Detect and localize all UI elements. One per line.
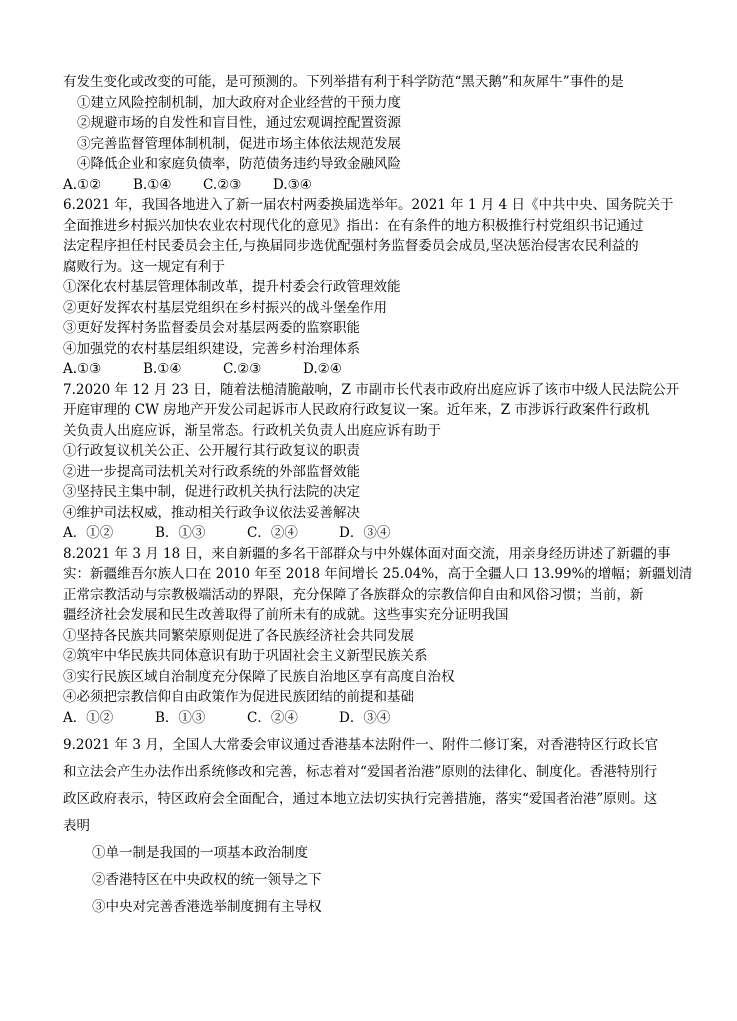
- question-7-item: ②进一步提高司法机关对行政系统的外部监督效能: [63, 463, 360, 480]
- question-8-stem-line: 疆经济社会发展和民生改善取得了前所未有的成就。这些事实充分证明我国: [63, 607, 509, 623]
- question-7-item: ③坚持民主集中制，促进行政机关执行法院的决定: [63, 484, 360, 500]
- question-6-stem-line: 腐败行为。这一规定有利于: [63, 258, 225, 275]
- question-7-item: ④维护司法权威，推动相关行政争议依法妥善解决: [63, 504, 360, 521]
- option-b: B．①③: [155, 525, 206, 541]
- option-a: A.①②: [63, 176, 102, 193]
- question-6-stem-line: 法定程序担任村民委员会主任,与换届同步选优配强村务监督委员会成员,坚决惩治侵害农民利益的: [63, 238, 639, 254]
- question-9: [63, 732, 675, 921]
- question-8-item: ①坚持各民族共同繁荣原则促进了各民族经济社会共同发展: [63, 627, 414, 644]
- question-5-item: ④降低企业和家庭负债率，防范债务违约导致金融风险: [77, 156, 401, 172]
- option-c: C.②③: [203, 176, 242, 193]
- question-9-item: ②香港特区在中央政权的统一领导之下: [92, 872, 322, 888]
- question-8-item: ④必须把宗教信仰自由政策作为促进民族团结的前提和基础: [63, 689, 414, 705]
- question-8-stem-line: 实：新疆维吾尔族人口在 2010 年至 2018 年间增长 25.04%，高于全疆人口 13.99%的增幅；新疆划清: [63, 566, 693, 582]
- question-7-stem-line: 开庭审理的 CW 房地产开发公司起诉市人民政府行政复议一案。近年来，Z 市涉诉行政案件行政机: [63, 402, 650, 418]
- question-9-item: ③中央对完善香港选举制度拥有主导权: [92, 899, 322, 915]
- option-a: A.①③: [63, 361, 102, 377]
- question-9-stem-line: 和立法会产生办法作出系统修改和完善，标志着对“爱国者治港”原则的法律化、制度化。香港特別行: [63, 764, 658, 780]
- option-d: D.②④: [303, 361, 342, 377]
- question-6-stem-line: 全面推进乡村振兴加快农业农村现代化的意见》指出：在有条件的地方积极推行村党组织书记通过: [63, 217, 644, 234]
- question-9-stem-line: 9.2021 年 3 月，全国人大常委会审议通过香港基本法附件一、附件二修订案，对香港特区行政长官: [63, 737, 659, 753]
- question-6-item: ④加强党的农村基层组织建设，完善乡村治理体系: [63, 340, 360, 357]
- question-5-options: [63, 175, 675, 196]
- question-6-item: ②更好发挥农村基层党组织在乡村振兴的战斗堡垒作用: [63, 299, 387, 316]
- question-9-stem-line: 政区政府表示，特区政府会全面配合，通过本地立法切实执行完善措施，落实“爱国者治港”原则。这: [63, 791, 658, 807]
- question-7-stem-line: 关负责人出庭应诉，渐呈常态。行政机关负责人出庭应诉有助于: [63, 422, 441, 439]
- option-c: C．②④: [247, 525, 298, 541]
- question-8-options: [63, 708, 675, 729]
- question-7: [63, 380, 680, 544]
- question-5-stem: 有发生变化或改变的可能，是可预测的。下列举措有利于科学防范“黑天鹅”和灰犀牛”事件的是: [63, 74, 624, 90]
- question-8-item: ③实行民族区域自治制度充分保障了民族自治地区享有高度自治权: [63, 668, 455, 685]
- option-b: B.①④: [133, 176, 172, 193]
- question-7-stem-line: 7.2020 年 12 月 23 日，随着法槌清脆敲响，Z 市副市长代表市政府出庭应诉了该市中级人民法院公开: [63, 381, 680, 398]
- question-5-item: ②规避市场的自发性和盲目性，通过宏观调控配置资源: [77, 115, 401, 131]
- question-8-item: ②筑牢中华民族共同体意识有助于巩固社会主义新型民族关系: [63, 648, 428, 664]
- question-7-options: [63, 523, 675, 544]
- option-d: D.③④: [273, 176, 312, 193]
- question-6-options: [63, 359, 675, 380]
- option-c: C．②④: [247, 709, 298, 726]
- question-5-item: ①建立风险控制机制，加大政府对企业经营的干预力度: [77, 94, 401, 111]
- question-7-item: ①行政复议机关公正、公开履行其行政复议的职责: [63, 443, 360, 459]
- question-6-item: ③更好发挥村务监督委员会对基层两委的监察职能: [63, 320, 360, 336]
- question-9-item: ①单一制是我国的一项基本政治制度: [92, 845, 308, 861]
- question-8-stem-line: 正常宗教活动与宗教极端活动的界限，充分保障了各族群众的宗教信仰自由和风俗习惯；当前，新: [63, 586, 644, 603]
- question-6: [63, 195, 675, 380]
- option-d: D．③④: [339, 525, 391, 541]
- option-a: A．①②: [63, 709, 114, 726]
- exam-page: [63, 72, 693, 921]
- question-9-stem-line: 表明: [63, 818, 90, 834]
- option-b: B．①③: [155, 709, 206, 726]
- option-b: B.①④: [143, 361, 182, 377]
- question-6-item: ①深化农村基层管理体制改革，提升村委会行政管理效能: [63, 279, 401, 295]
- option-d: D．③④: [339, 709, 391, 726]
- option-a: A．①②: [63, 525, 114, 541]
- question-5: [63, 72, 675, 195]
- question-8-stem-line: 8.2021 年 3 月 18 日，来自新疆的多名干部群众与中外媒体面对面交流，用亲身经历讲述了新疆的事: [63, 545, 671, 562]
- question-6-stem-line: 6.2021 年，我国各地进入了新一届农村两委换届选举年。2021 年 1 月 4 日《中共中央、国务院关于: [63, 197, 674, 213]
- question-5-item: ③完善监督管理体制机制，促进市场主体依法规范发展: [77, 135, 401, 152]
- option-c: C.②③: [223, 361, 262, 377]
- question-8: [63, 544, 693, 729]
